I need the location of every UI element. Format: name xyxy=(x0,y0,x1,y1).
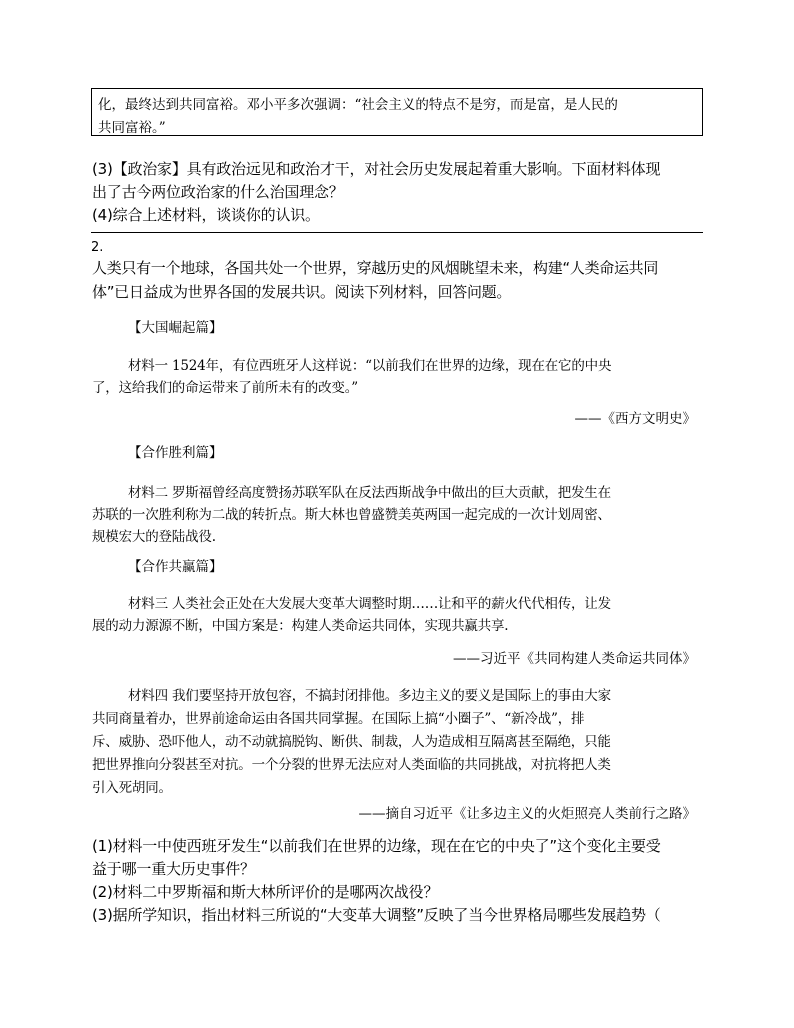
intro-line-1: 人类只有一个地球，各国共处一个世界，穿越历史的风烟眺望未来，构建“人类命运共同 xyxy=(92,259,659,277)
material-2-line-3: 规模宏大的登陆战役. xyxy=(92,529,216,545)
material-2-line-2: 苏联的一次胜利称为二战的转折点。斯大林也曾盛赞美英两国一起完成的一次计划周密、 xyxy=(92,507,611,523)
material-4-line-3: 斥、威胁、恐吓他人，动不动就搞脱钩、断供、制裁，人为造成相互隔离甚至隔绝，只能 xyxy=(92,734,611,750)
problem-number: 2. xyxy=(91,240,104,255)
material-3-line-1: 材料三 人类社会正处在大发展大变革大调整时期……让和平的薪火代代相传，让发 xyxy=(128,596,611,612)
material-1-line-2: 了，这给我们的命运带来了前所未有的改变。” xyxy=(92,380,358,396)
box-line-2: 共同富裕。” xyxy=(98,120,166,136)
box-line-1: 化，最终达到共同富裕。邓小平多次强调：“社会主义的特点不是穷，而是富，是人民的 xyxy=(98,97,618,113)
material-4-source: ——摘自习近平《让多边主义的火炬照亮人类前行之路》 xyxy=(358,806,696,822)
material-1-line-1: 材料一 1524年，有位西班牙人这样说：“以前我们在世界的边缘，现在在它的中央 xyxy=(128,358,612,374)
section-heading-win-win: 【合作共赢篇】 xyxy=(128,559,223,575)
sub-question-3: (3)据所学知识，指出材料三所说的“大变革大调整”反映了当今世界格局哪些发展趋势（ xyxy=(92,906,661,924)
material-3-line-2: 展的动力源源不断，中国方案是：构建人类命运共同体，实现共赢共享. xyxy=(92,618,509,634)
material-2-line-1: 材料二 罗斯福曾经高度赞扬苏联军队在反法西斯战争中做出的巨大贡献，把发生在 xyxy=(128,485,611,501)
material-4-line-5: 引入死胡同。 xyxy=(92,780,172,796)
material-3-source: ——习近平《共同构建人类命运共同体》 xyxy=(453,651,696,667)
intro-line-2: 体”已日益成为世界各国的发展共识。阅读下列材料，回答问题。 xyxy=(92,283,512,301)
material-4-line-1: 材料四 我们要坚持开放包容，不搞封闭排他。多边主义的要义是国际上的事由大家 xyxy=(128,688,611,704)
section-heading-cooperation: 【合作胜利篇】 xyxy=(128,445,223,461)
sub-question-1-line-2: 益于哪一重大历史事件？ xyxy=(92,860,255,878)
question-4: (4)综合上述材料，谈谈你的认识。 xyxy=(92,206,320,224)
previous-material-box xyxy=(91,88,703,136)
material-4-line-2: 共同商量着办，世界前途命运由各国共同掌握。在国际上搞“小圈子”、“新冷战”，排 xyxy=(92,711,585,727)
divider xyxy=(91,232,703,233)
question-3-line-2: 出了古今两位政治家的什么治国理念？ xyxy=(92,183,344,201)
question-3-line-1: (3)【政治家】具有政治远见和政治才干，对社会历史发展起着重大影响。下面材料体现 xyxy=(92,160,661,178)
section-heading-rise: 【大国崛起篇】 xyxy=(128,320,223,336)
sub-question-2: (2)材料二中罗斯福和斯大林所评价的是哪两次战役？ xyxy=(92,883,439,901)
material-1-source: ——《西方文明史》 xyxy=(574,411,696,427)
material-4-line-4: 把世界推向分裂甚至对抗。一个分裂的世界无法应对人类面临的共同挑战，对抗将把人类 xyxy=(92,757,611,773)
sub-question-1-line-1: (1)材料一中使西班牙发生“以前我们在世界的边缘，现在在它的中央了”这个变化主要受 xyxy=(92,837,661,855)
